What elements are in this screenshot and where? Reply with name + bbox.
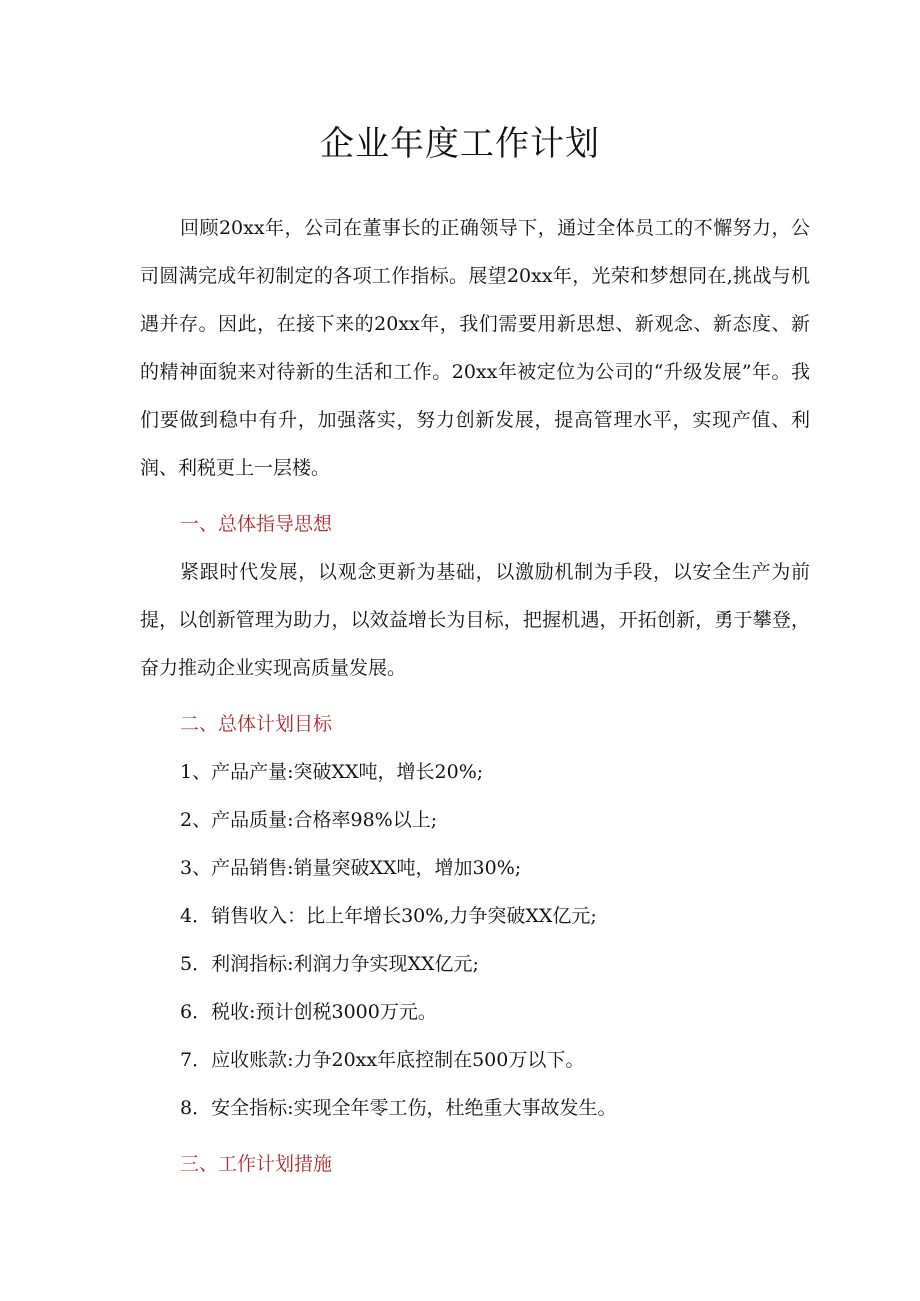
- document-title: 企业年度工作计划: [320, 124, 600, 164]
- section-heading-work-measures: 三、工作计划措施: [180, 1153, 333, 1175]
- list-item: 2、产品质量:合格率98%以上;: [180, 809, 438, 831]
- list-item: 5．利润指标:利润力争实现XX亿元;: [180, 953, 479, 975]
- plan-goals-list: [140, 748, 810, 1132]
- list-item: 1、产品产量:突破XX吨，增长20%;: [180, 761, 484, 783]
- list-item: 3、产品销售:销量突破XX吨，增加30%;: [180, 857, 522, 879]
- list-item: 7．应收账款:力争20xx年底控制在500万以下。: [180, 1049, 585, 1071]
- intro-paragraph: 回顾20xx年，公司在董事长的正确领导下，通过全体员工的不懈努力，公司圆满完成年初制定的各项工作指标。展望20xx年，光荣和梦想同在,挑战与机遇并存。因此，在接下来的20xx年，我们需要用新思想、新观念、新态度、新的精神面貌来对待新的生活和工作。20xx年被定位为公司的“升级发展”年。我们要做到稳中有升，加强落实，努力创新发展，提高管理水平，实现产值、利润、利税更上一层楼。: [140, 217, 810, 479]
- list-item: 4．销售收入：比上年增长30%,力争突破XX亿元;: [180, 905, 597, 927]
- section-heading-plan-goals: 二、总体计划目标: [180, 713, 333, 735]
- section-heading-guiding-ideology: 一、总体指导思想: [180, 513, 333, 535]
- guiding-ideology-paragraph: 紧跟时代发展，以观念更新为基础，以激励机制为手段，以安全生产为前提，以创新管理为助力，以效益增长为目标，把握机遇，开拓创新，勇于攀登，奋力推动企业实现高质量发展。: [140, 561, 810, 679]
- list-item: 8．安全指标:实现全年零工伤，杜绝重大事故发生。: [180, 1097, 617, 1119]
- list-item: 6．税收:预计创税3000万元。: [180, 1001, 437, 1023]
